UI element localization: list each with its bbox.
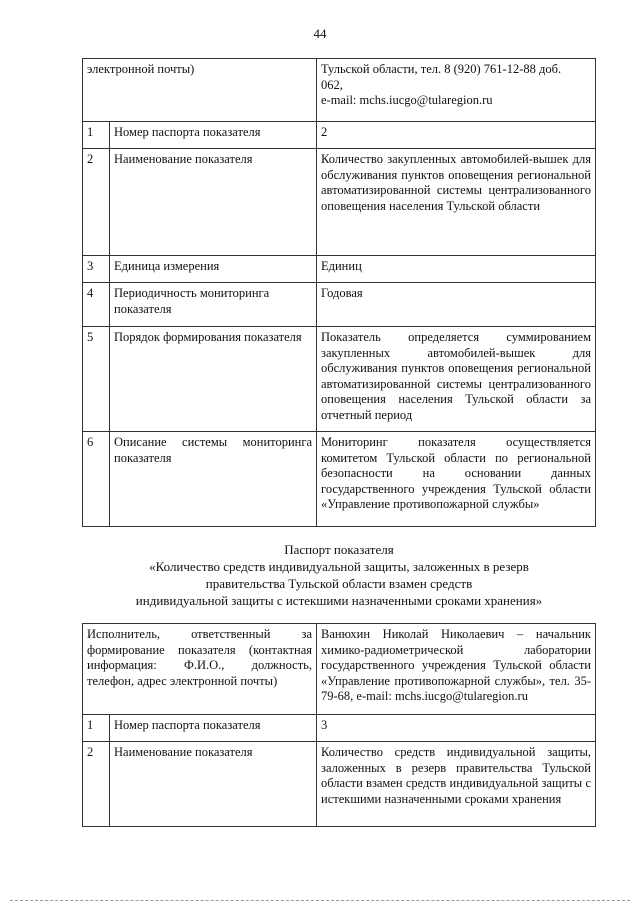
row-value: Единиц bbox=[317, 256, 596, 283]
contact-value-cell bbox=[317, 59, 596, 122]
row-value: Количество средств индивидуальной защиты, заложенных в резерв правительства Тульской области взамен средств индивидуальной защиты с истекшими назначенными сроками хранения bbox=[317, 742, 596, 827]
row-name: Номер паспорта показателя bbox=[110, 715, 317, 742]
row-name: Номер паспорта показателя bbox=[110, 122, 317, 149]
table-row bbox=[83, 715, 596, 742]
row-number: 3 bbox=[83, 256, 110, 283]
table-row-executor bbox=[83, 624, 596, 715]
row-number: 2 bbox=[83, 149, 110, 256]
row-number: 1 bbox=[83, 715, 110, 742]
table-row bbox=[83, 327, 596, 432]
table-row bbox=[83, 283, 596, 327]
row-value: 2 bbox=[317, 122, 596, 149]
contact-email: e-mail: mchs.iucgo@tularegion.ru bbox=[321, 93, 493, 107]
row-number: 2 bbox=[83, 742, 110, 827]
indicator-passport-table-1 bbox=[82, 58, 596, 527]
table-row bbox=[83, 742, 596, 827]
row-name: Наименование показателя bbox=[110, 742, 317, 827]
indicator-passport-table-2 bbox=[82, 623, 596, 827]
contact-line: Тульской области, тел. 8 (920) 761-12-88 доб. bbox=[321, 62, 562, 76]
row-value: Мониторинг показателя осуществляется комитетом Тульской области по региональной безопасности на основании данных государственного учреждения Тульской области «Управление противопожарной службы» bbox=[317, 432, 596, 527]
table-row bbox=[83, 122, 596, 149]
executor-value-cell: Ванюхин Николай Николаевич – начальник химико-радиометрической лаборатории государственного учреждения Тульской области «Управление противопожарной службы», тел. 35-79-68, e-mail: mchs.iucgo@tularegion.ru bbox=[317, 624, 596, 715]
row-number: 5 bbox=[83, 327, 110, 432]
page-number: 44 bbox=[313, 26, 327, 41]
row-name: Описание системы мониторинга показателя bbox=[110, 432, 317, 527]
row-value: Показатель определяется суммированием закупленных автомобилей-вышек для обслуживания пунктов оповещения региональной автоматизированной системы централизованного оповещения населения Тульской области за отчетный период bbox=[317, 327, 596, 432]
scan-bottom-edge bbox=[10, 900, 630, 901]
row-value: Годовая bbox=[317, 283, 596, 327]
table-row bbox=[83, 256, 596, 283]
row-value: Количество закупленных автомобилей-вышек для обслуживания пунктов оповещения региональной автоматизированной системы централизованного оповещения населения Тульской области bbox=[317, 149, 596, 256]
contact-line: 062, bbox=[321, 77, 343, 92]
contact-label-cell: электронной почты) bbox=[83, 59, 317, 122]
row-number: 6 bbox=[83, 432, 110, 527]
section-title-line: «Количество средств индивидуальной защиты, заложенных в резерв bbox=[149, 559, 529, 574]
table-row bbox=[83, 149, 596, 256]
table-row bbox=[83, 432, 596, 527]
section-title-line: Паспорт показателя bbox=[284, 542, 394, 557]
passport-section-title bbox=[82, 541, 596, 609]
row-name: Наименование показателя bbox=[110, 149, 317, 256]
row-name: Единица измерения bbox=[110, 256, 317, 283]
section-title-line: правительства Тульской области взамен средств bbox=[205, 576, 473, 591]
row-number: 4 bbox=[83, 283, 110, 327]
row-value: 3 bbox=[317, 715, 596, 742]
executor-label-cell: Исполнитель, ответственный за формирование показателя (контактная информация: Ф.И.О., должность, телефон, адрес электронной почты) bbox=[83, 624, 317, 715]
row-name: Периодичность мониторинга показателя bbox=[110, 283, 317, 327]
section-title-line: индивидуальной защиты с истекшими назначенными сроками хранения» bbox=[135, 593, 543, 608]
row-name: Порядок формирования показателя bbox=[110, 327, 317, 432]
row-number: 1 bbox=[83, 122, 110, 149]
table-row-contact-continuation bbox=[83, 59, 596, 122]
